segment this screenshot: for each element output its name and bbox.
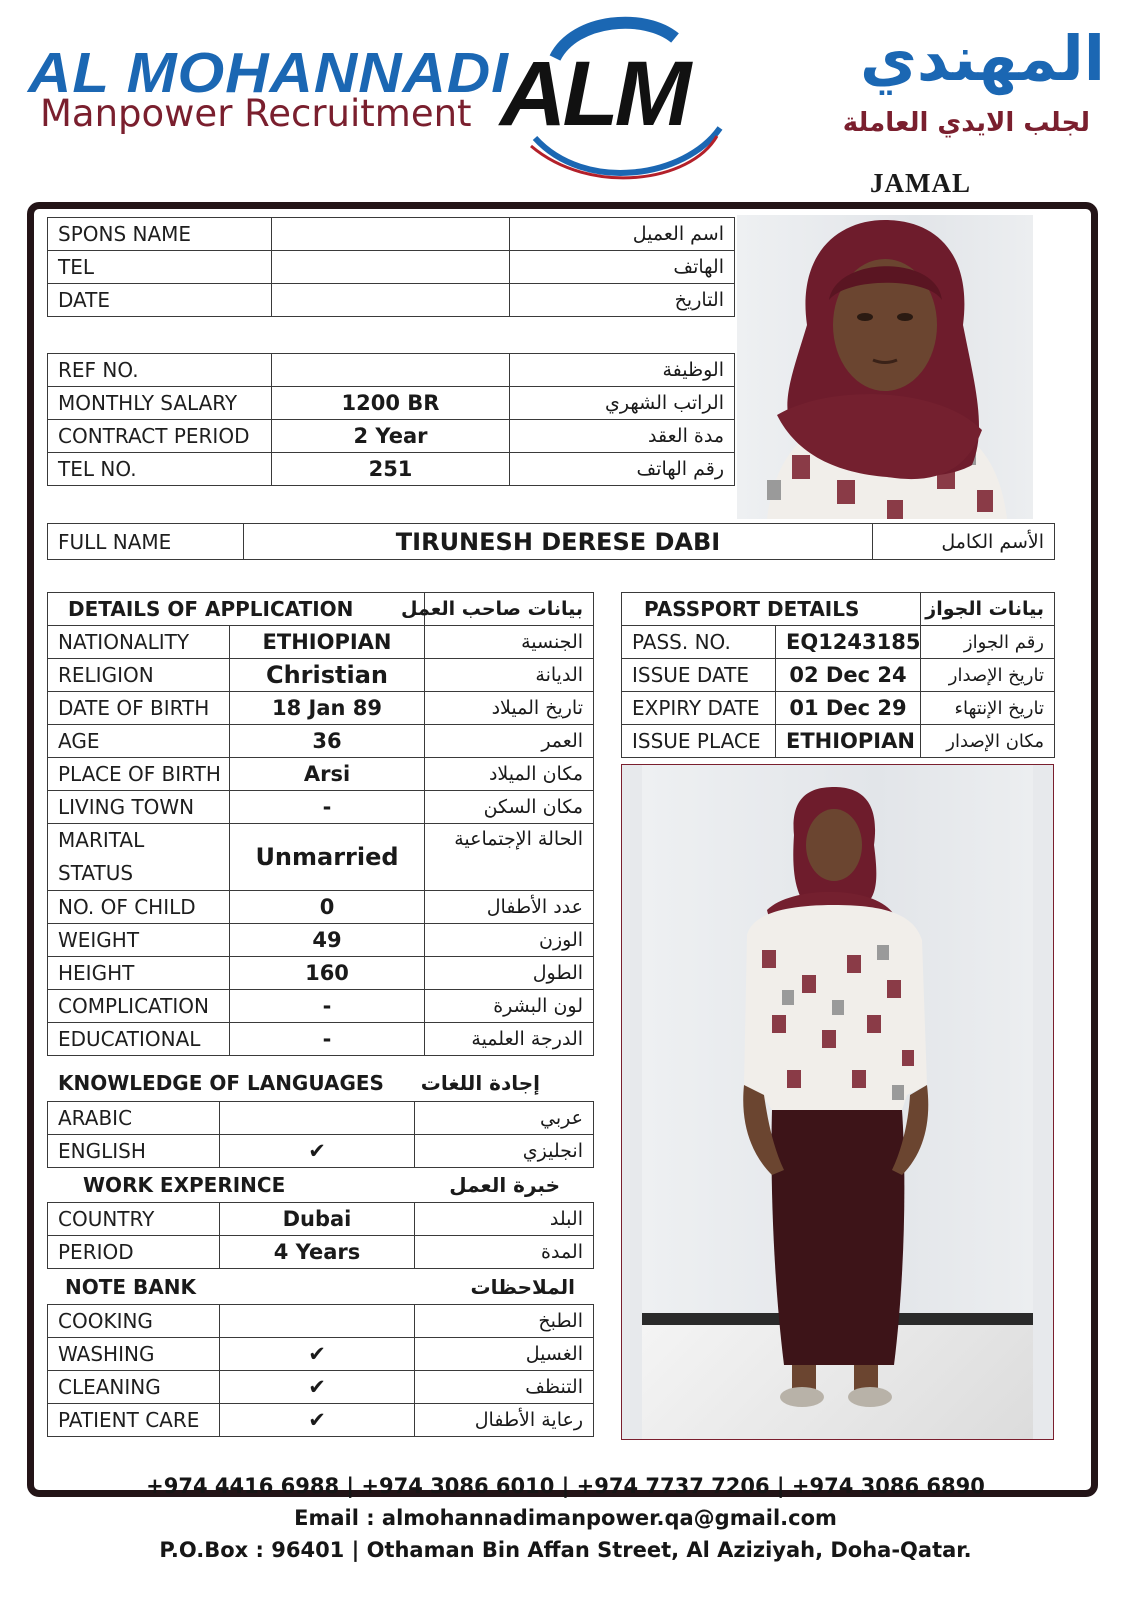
row-label-ar: رعاية الأطفال [415,1404,594,1437]
row-label-ar: مكان السكن [425,791,594,824]
row-label: PERIOD [48,1236,220,1269]
row-label-ar: تاريخ الميلاد [425,692,594,725]
row-value [272,354,510,387]
notes-title: NOTE BANK [65,1275,196,1299]
row-label: AGE [48,725,230,758]
table-row [48,420,735,453]
row-value [272,218,510,251]
row-label: PASS. NO. [622,626,776,659]
application-details-table [47,592,594,1056]
row-value: 18 Jan 89 [230,692,425,725]
row-value: 4 Years [220,1236,415,1269]
table-row [622,692,1055,725]
row-label: NO. OF CHILD [48,891,230,924]
row-label: DATE [48,284,272,317]
row-label-ar: الجنسية [425,626,594,659]
row-label [48,824,230,891]
row-label: ARABIC [48,1102,220,1135]
table-row [48,218,735,251]
row-label-ar: الراتب الشهري [510,387,735,420]
table-row [48,1203,594,1236]
row-label-ar: البلد [415,1203,594,1236]
row-label-ar: عدد الأطفال [425,891,594,924]
table-row [48,1102,594,1135]
portrait-photo [737,215,1033,519]
row-value: ETHIOPIAN [230,626,425,659]
row-label-ar: مكان الميلاد [425,758,594,791]
row-label-ar: عربي [415,1102,594,1135]
table-row [48,626,594,659]
languages-title: KNOWLEDGE OF LANGUAGES [58,1071,384,1095]
row-value: 0 [230,891,425,924]
row-label-ar: الديانة [425,659,594,692]
table-row [48,725,594,758]
row-label-ar: اسم العميل [510,218,735,251]
row-label: WEIGHT [48,924,230,957]
row-label-ar: لون البشرة [425,990,594,1023]
table-row [622,725,1055,758]
table-row [48,924,594,957]
table-row [48,453,735,486]
row-value: Christian [230,659,425,692]
marital-label-line2: STATUS [58,861,134,885]
table-row [622,659,1055,692]
footer-email: Email : almohannadimanpower.qa@gmail.com [294,1506,837,1530]
notes-table [47,1304,594,1437]
job-table [47,353,735,486]
check-icon: ✔ [220,1371,415,1404]
table-row [48,891,594,924]
brand-name-ar: المهندي [860,22,1105,95]
row-label: SPONS NAME [48,218,272,251]
row-label-ar: الطبخ [415,1305,594,1338]
experience-table [47,1202,594,1269]
passport-table [621,592,1055,758]
full-body-photo [621,764,1054,1440]
row-label: TEL [48,251,272,284]
agent-name: JAMAL [870,168,971,198]
row-label: LIVING TOWN [48,791,230,824]
row-label-ar: رقم الهاتف [510,453,735,486]
row-label: ISSUE PLACE [622,725,776,758]
row-label: ENGLISH [48,1135,220,1168]
row-label: EXPIRY DATE [622,692,776,725]
row-label: ISSUE DATE [622,659,776,692]
row-label-ar: الهاتف [510,251,735,284]
row-label: CLEANING [48,1371,220,1404]
row-label: MONTHLY SALARY [48,387,272,420]
row-label: PLACE OF BIRTH [48,758,230,791]
table-row [48,758,594,791]
notes-title-ar: الملاحظات [470,1275,575,1299]
table-row [48,387,735,420]
check-icon: ✔ [220,1404,415,1437]
row-value [220,1102,415,1135]
row-label: REF NO. [48,354,272,387]
brand-subtitle-ar: لجلب الايدي العاملة [842,108,1090,138]
row-value: Unmarried [230,824,425,891]
alm-logo-text: ALM [500,43,688,145]
row-label-ar: مدة العقد [510,420,735,453]
row-label: PATIENT CARE [48,1404,220,1437]
row-label-ar: الطول [425,957,594,990]
row-value: - [230,791,425,824]
footer-phones: +974 4416 6988 | +974 3086 6010 | +974 7737 7206 | +974 3086 6890 [146,1474,985,1498]
row-label: EDUCATIONAL [48,1023,230,1056]
experience-title-ar: خبرة العمل [449,1173,560,1197]
row-value: - [230,990,425,1023]
row-label-ar: مكان الإصدار [921,725,1055,758]
row-value: 251 [272,453,510,486]
section-header-row [48,593,594,626]
table-row [48,957,594,990]
check-icon: ✔ [220,1135,415,1168]
row-label-ar: الدرجة العلمية [425,1023,594,1056]
row-label: NATIONALITY [48,626,230,659]
passport-title-ar: بيانات الجواز [921,593,1055,626]
row-value: 02 Dec 24 [776,659,921,692]
full-name-value: TIRUNESH DERESE DABI [244,524,873,560]
full-name-label: FULL NAME [48,524,244,560]
row-label-ar: الوزن [425,924,594,957]
languages-title-ar: إجادة اللغات [420,1071,540,1095]
row-label-ar: المدة [415,1236,594,1269]
row-label-ar: تاريخ الإنتهاء [921,692,1055,725]
row-label: WASHING [48,1338,220,1371]
sponsor-table [47,217,735,317]
row-value [220,1305,415,1338]
brand-name-en: AL MOHANNADI [28,40,509,105]
table-row [48,251,735,284]
check-icon: ✔ [220,1338,415,1371]
table-row [48,1023,594,1056]
table-row [48,1236,594,1269]
table-row [48,824,594,891]
table-row [48,1305,594,1338]
full-name-label-ar: الأسم الكامل [873,524,1055,560]
brand-subtitle-en: Manpower Recruitment [40,92,472,135]
table-row [48,284,735,317]
row-value: 49 [230,924,425,957]
section-header-row [622,593,1055,626]
application-title: DETAILS OF APPLICATION [48,593,425,626]
table-row [48,1404,594,1437]
row-label-ar: العمر [425,725,594,758]
marital-label-line1: MARITAL [58,828,145,852]
row-value [272,284,510,317]
row-value: EQ1243185 [776,626,921,659]
row-label: COOKING [48,1305,220,1338]
table-row [48,354,735,387]
row-label-ar: الغسيل [415,1338,594,1371]
table-row [622,626,1055,659]
row-value: ETHIOPIAN [776,725,921,758]
row-value [272,251,510,284]
person-full-body-icon [622,765,1055,1441]
application-title-ar: بيانات صاحب العمل [425,593,594,626]
person-portrait-icon [737,215,1033,519]
passport-title: PASSPORT DETAILS [622,593,921,626]
row-value: 2 Year [272,420,510,453]
row-value: 1200 BR [272,387,510,420]
row-value: - [230,1023,425,1056]
table-row [48,659,594,692]
row-label: CONTRACT PERIOD [48,420,272,453]
footer-address: P.O.Box : 96401 | Othaman Bin Affan Street, Al Aziziyah, Doha-Qatar. [159,1538,972,1562]
row-label-ar: انجليزي [415,1135,594,1168]
row-value: Dubai [220,1203,415,1236]
row-value: 160 [230,957,425,990]
row-label-ar: الوظيفة [510,354,735,387]
row-label-ar: تاريخ الإصدار [921,659,1055,692]
table-row [48,791,594,824]
languages-table [47,1101,594,1168]
row-label: HEIGHT [48,957,230,990]
table-row [48,1371,594,1404]
row-label-ar: رقم الجواز [921,626,1055,659]
table-row [48,990,594,1023]
row-label: COMPLICATION [48,990,230,1023]
table-row [48,524,1055,560]
row-value: 36 [230,725,425,758]
table-row [48,692,594,725]
row-label: COUNTRY [48,1203,220,1236]
row-label: RELIGION [48,659,230,692]
row-value: Arsi [230,758,425,791]
table-row [48,1338,594,1371]
table-row [48,1135,594,1168]
row-label: DATE OF BIRTH [48,692,230,725]
row-value: 01 Dec 29 [776,692,921,725]
row-label: TEL NO. [48,453,272,486]
row-label-ar: التنظف [415,1371,594,1404]
row-label-ar: الحالة الإجتماعية [425,824,594,891]
experience-title: WORK EXPERINCE [83,1173,286,1197]
row-label-ar: التاريخ [510,284,735,317]
full-name-table [47,523,1055,560]
